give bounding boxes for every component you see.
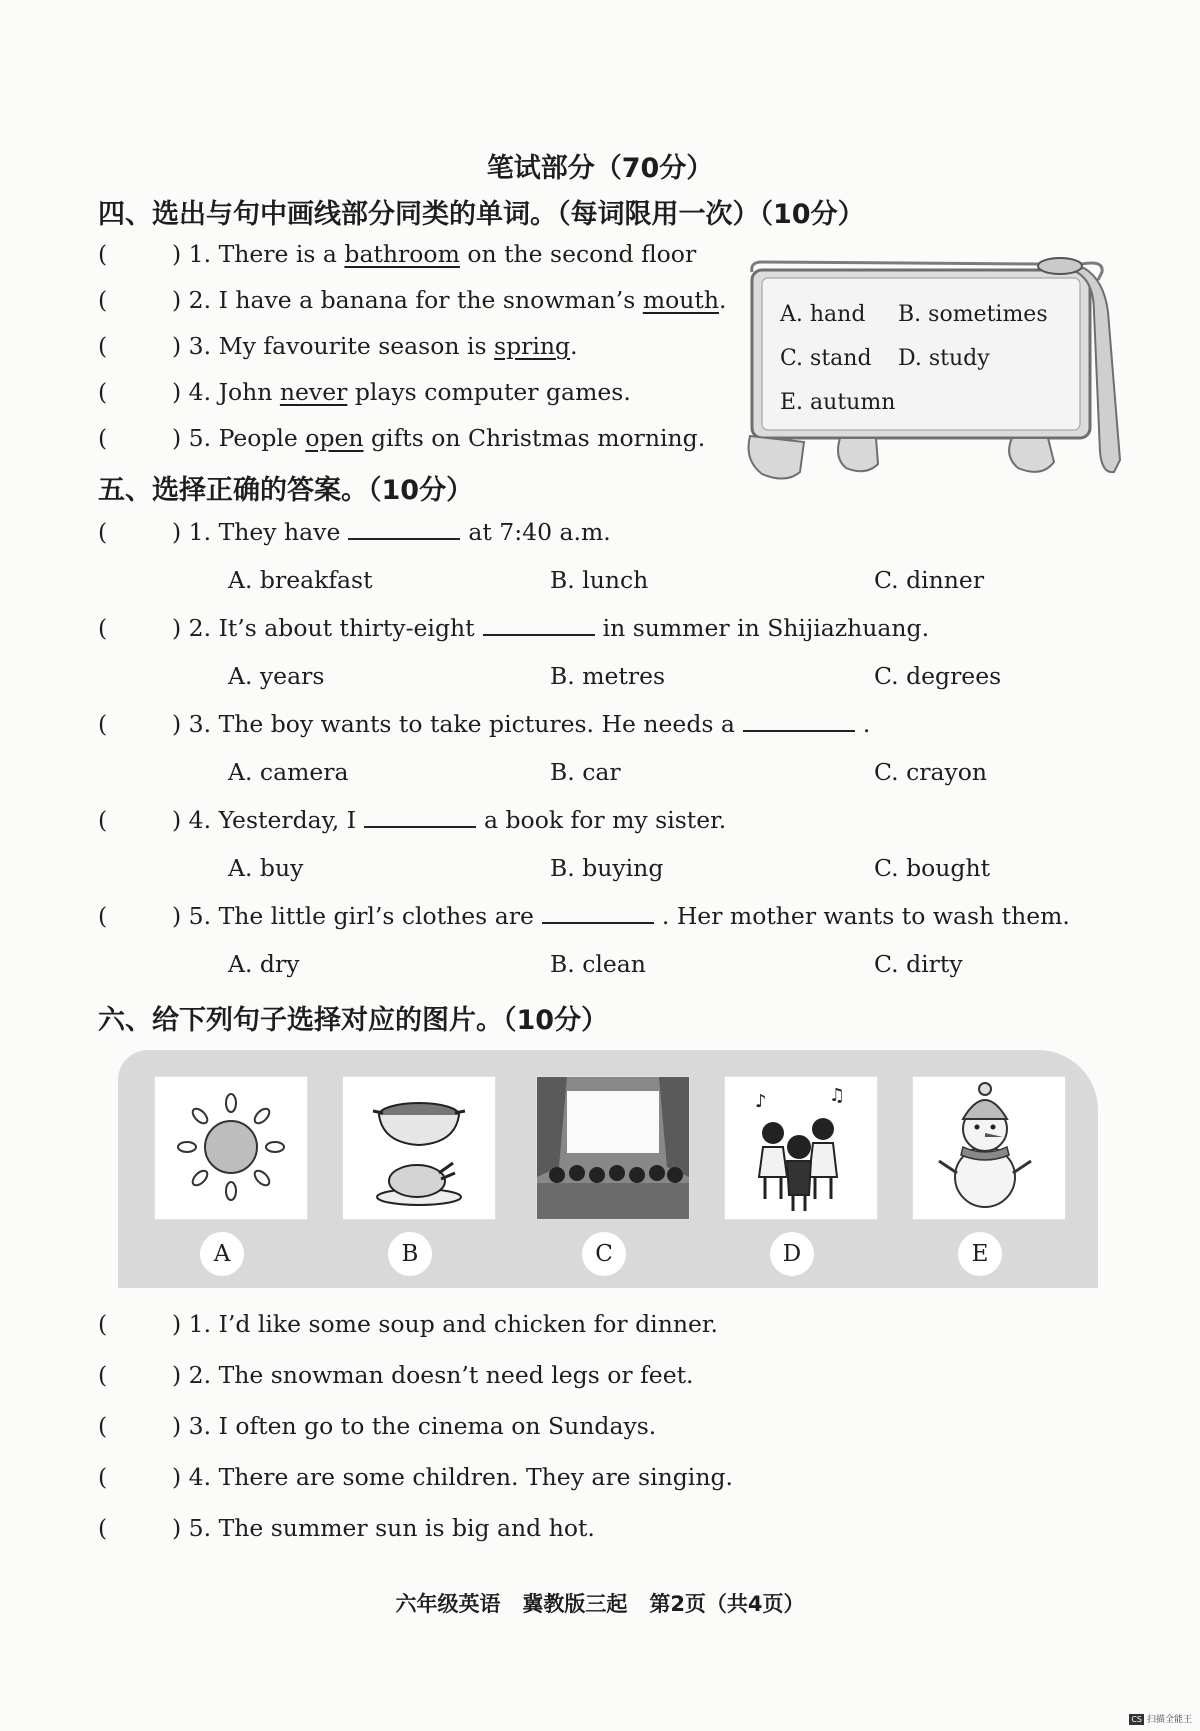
question-text: The little girl’s clothes are	[218, 902, 534, 930]
watermark-badge: CS	[1131, 1715, 1142, 1724]
picture-strip	[118, 1050, 1098, 1288]
question-number: 3.	[188, 1412, 212, 1440]
question-number: 4.	[188, 1463, 212, 1491]
question-number: 2.	[188, 614, 212, 642]
answer-paren-open: (	[98, 518, 108, 546]
option-a: A. camera	[228, 758, 349, 786]
word-option: C. stand	[780, 346, 872, 371]
word-option: A. hand	[780, 302, 866, 327]
s5-question-2	[98, 614, 929, 642]
s6-question-5	[98, 1514, 595, 1542]
picture-letter-c: C	[582, 1232, 626, 1276]
answer-paren-close: )	[172, 1514, 182, 1542]
question-number: 2.	[188, 1361, 212, 1389]
answer-paren-open: (	[98, 378, 108, 406]
answer-blank	[743, 712, 855, 732]
s6-question-2	[98, 1361, 694, 1389]
s6-question-1	[98, 1310, 718, 1338]
s4-question-3	[98, 332, 578, 360]
question-text: They have	[218, 518, 341, 546]
option-b: B. clean	[550, 950, 646, 978]
answer-paren-close: )	[172, 614, 182, 642]
scanner-watermark	[1129, 1712, 1192, 1725]
option-a: A. dry	[228, 950, 300, 978]
option-c: C. dinner	[874, 566, 985, 594]
question-text: The summer sun is big and hot.	[218, 1514, 595, 1542]
question-text: a book for my sister.	[484, 806, 727, 834]
question-text: My favourite season is	[218, 332, 495, 360]
question-number: 1.	[188, 518, 212, 546]
question-text: I have a banana for the snowman’s	[218, 286, 643, 314]
underlined-word: open	[305, 424, 364, 452]
answer-paren-open: (	[98, 902, 108, 930]
option-c: C. dirty	[874, 950, 963, 978]
answer-paren-close: )	[172, 332, 182, 360]
answer-blank	[483, 616, 595, 636]
answer-paren-close: )	[172, 424, 182, 452]
question-text: John	[218, 378, 280, 406]
children-singing-icon	[725, 1077, 877, 1219]
answer-paren-close: )	[172, 286, 182, 314]
answer-paren-open: (	[98, 1361, 108, 1389]
answer-paren-open: (	[98, 614, 108, 642]
picture-letter-e: E	[958, 1232, 1002, 1276]
option-b: B. buying	[550, 854, 664, 882]
question-number: 5.	[188, 1514, 212, 1542]
section-5-heading: 五、选择正确的答案。（10分）	[98, 475, 474, 506]
picture-c	[536, 1076, 690, 1220]
question-text: gifts on Christmas morning.	[363, 424, 706, 452]
answer-paren-close: )	[172, 1310, 182, 1338]
answer-paren-open: (	[98, 1514, 108, 1542]
word-option: E. autumn	[780, 390, 896, 415]
answer-paren-close: )	[172, 710, 182, 738]
svg-text:♫: ♫	[829, 1085, 846, 1106]
underlined-word: spring	[494, 332, 571, 360]
page-title: 笔试部分（70分）	[486, 153, 714, 184]
answer-paren-open: (	[98, 1310, 108, 1338]
word-option: B. sometimes	[898, 302, 1048, 327]
s5-question-1	[98, 518, 611, 546]
question-number: 1.	[188, 1310, 212, 1338]
question-number: 5.	[188, 424, 212, 452]
soup-and-chicken-icon	[343, 1077, 495, 1219]
option-c: C. crayon	[874, 758, 988, 786]
picture-d	[724, 1076, 878, 1220]
answer-paren-close: )	[172, 1361, 182, 1389]
answer-paren-close: )	[172, 518, 182, 546]
picture-letter-b: B	[388, 1232, 432, 1276]
question-text: on the second floor	[459, 240, 697, 268]
answer-paren-open: (	[98, 1463, 108, 1491]
answer-blank	[364, 808, 476, 828]
question-text: .	[862, 710, 871, 738]
answer-paren-open: (	[98, 240, 108, 268]
question-text: The boy wants to take pictures. He needs a	[218, 710, 735, 738]
question-text: There is a	[218, 240, 345, 268]
question-text: The snowman doesn’t need legs or feet.	[218, 1361, 694, 1389]
picture-letter-a: A	[200, 1232, 244, 1276]
option-a: A. years	[228, 662, 325, 690]
underlined-word: bathroom	[344, 240, 460, 268]
word-box-frame	[742, 252, 1122, 490]
section-4-heading: 四、选出与句中画线部分同类的单词。（每词限用一次）（10分）	[98, 199, 865, 230]
option-b: B. lunch	[550, 566, 649, 594]
underlined-word: never	[279, 378, 348, 406]
s4-question-1	[98, 240, 696, 268]
answer-paren-close: )	[172, 1463, 182, 1491]
question-text: at 7:40 a.m.	[468, 518, 611, 546]
answer-blank	[348, 520, 460, 540]
option-b: B. car	[550, 758, 621, 786]
question-text: .	[718, 286, 727, 314]
question-number: 1.	[188, 240, 212, 268]
question-text: .	[570, 332, 578, 360]
answer-paren-close: )	[172, 902, 182, 930]
word-box	[742, 252, 1122, 490]
answer-paren-close: )	[172, 1412, 182, 1440]
answer-paren-close: )	[172, 378, 182, 406]
picture-e	[912, 1076, 1066, 1220]
section-6-heading: 六、给下列句子选择对应的图片。（10分）	[98, 1005, 609, 1036]
question-text: It’s about thirty-eight	[218, 614, 475, 642]
question-number: 5.	[188, 902, 212, 930]
answer-paren-close: )	[172, 806, 182, 834]
question-number: 4.	[188, 806, 212, 834]
option-b: B. metres	[550, 662, 666, 690]
s5-question-5	[98, 902, 1070, 930]
s4-question-5	[98, 424, 705, 452]
answer-paren-open: (	[98, 332, 108, 360]
option-c: C. degrees	[874, 662, 1002, 690]
cinema-icon	[537, 1077, 689, 1219]
s4-question-4	[98, 378, 631, 406]
answer-blank	[542, 904, 654, 924]
s5-question-4	[98, 806, 726, 834]
option-a: A. buy	[228, 854, 304, 882]
word-option: D. study	[898, 346, 990, 371]
question-number: 3.	[188, 710, 212, 738]
svg-text:♪: ♪	[755, 1091, 767, 1112]
question-number: 4.	[188, 378, 212, 406]
s5-question-3	[98, 710, 870, 738]
answer-paren-open: (	[98, 806, 108, 834]
option-c: C. bought	[874, 854, 991, 882]
picture-b	[342, 1076, 496, 1220]
answer-paren-open: (	[98, 1412, 108, 1440]
s6-question-4	[98, 1463, 733, 1491]
underlined-word: mouth	[642, 286, 719, 314]
s6-question-3	[98, 1412, 656, 1440]
s4-question-2	[98, 286, 726, 314]
sun-icon	[155, 1077, 307, 1219]
question-text: People	[218, 424, 306, 452]
page-footer: 六年级英语 冀教版三起 第2页（共4页）	[395, 1592, 805, 1616]
answer-paren-open: (	[98, 286, 108, 314]
answer-paren-open: (	[98, 710, 108, 738]
answer-paren-close: )	[172, 240, 182, 268]
question-text: I often go to the cinema on Sundays.	[218, 1412, 657, 1440]
question-text: plays computer games.	[347, 378, 631, 406]
question-number: 3.	[188, 332, 212, 360]
question-text: I’d like some soup and chicken for dinner.	[218, 1310, 718, 1338]
answer-paren-open: (	[98, 424, 108, 452]
question-number: 2.	[188, 286, 212, 314]
picture-letter-d: D	[770, 1232, 814, 1276]
snowman-icon	[913, 1077, 1065, 1219]
option-a: A. breakfast	[228, 566, 373, 594]
picture-a	[154, 1076, 308, 1220]
watermark-text: 扫描全能王	[1146, 1715, 1192, 1725]
question-text: in summer in Shijiazhuang.	[602, 614, 930, 642]
question-text: . Her mother wants to wash them.	[661, 902, 1070, 930]
question-text: Yesterday, I	[218, 806, 357, 834]
question-text: There are some children. They are singing.	[218, 1463, 733, 1491]
